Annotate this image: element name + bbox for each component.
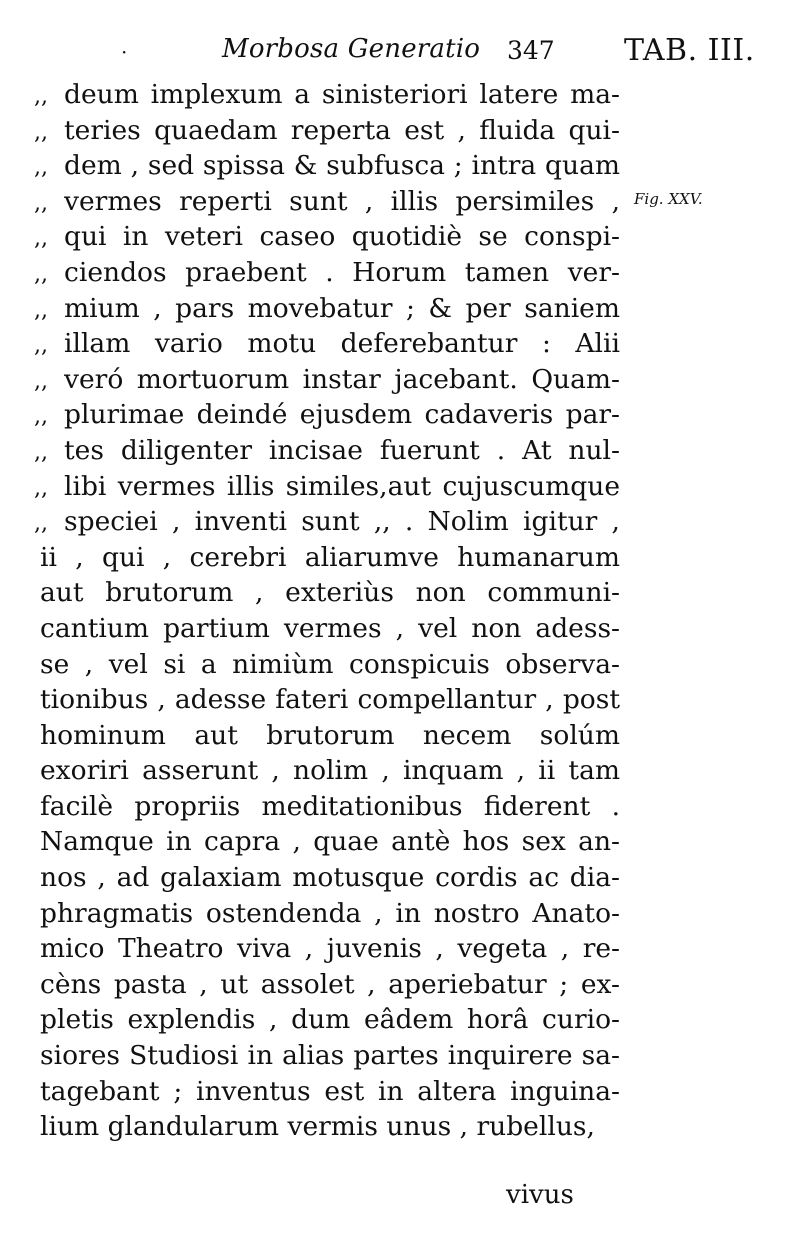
quotation-marker: ,,: [34, 511, 48, 537]
quotation-marker: ,,: [34, 190, 48, 216]
line-text: pletis explendis , dum eâdem horâ curio-: [40, 1004, 620, 1036]
text-line: [34, 1002, 620, 1038]
margin-note-figure: Fig. XXV.: [634, 190, 703, 208]
text-line: [34, 255, 620, 291]
line-text: illam vario motu deferebantur : Alii: [64, 328, 620, 360]
text-line: [34, 433, 620, 469]
quotation-marker: ,,: [34, 297, 48, 323]
quotation-marker: ,,: [34, 333, 48, 359]
line-text: nos , ad galaxiam motusque cordis ac dia-: [40, 862, 620, 894]
text-line: [34, 860, 620, 896]
text-line: [34, 682, 620, 718]
page-number: 347: [507, 36, 555, 65]
text-line: [34, 1074, 620, 1110]
line-text: tagebant ; inventus est in altera inguina-: [40, 1075, 620, 1107]
quotation-marker: ,,: [34, 368, 48, 394]
line-text: speciei , inventi sunt ,, . Nolim igitur ,: [64, 506, 620, 538]
quotation-marker: ,,: [34, 475, 48, 501]
text-line: [34, 184, 620, 220]
text-line: [34, 504, 620, 540]
line-text: deum implexum a sinisteriori latere ma-: [64, 79, 620, 110]
text-line: [34, 753, 620, 789]
page-header: [0, 30, 800, 78]
text-line: [34, 77, 620, 113]
line-text: dem , sed spissa & subfusca ; intra quam: [64, 150, 620, 182]
line-text: libi vermes illis similes,aut cujuscumque: [64, 470, 620, 502]
text-line: [34, 575, 620, 611]
text-line: [34, 931, 620, 967]
running-head: Morbosa Generatio: [222, 34, 481, 64]
quotation-marker: ,,: [34, 84, 48, 109]
text-line: [34, 148, 620, 184]
text-line: [34, 789, 620, 825]
text-line: [34, 219, 620, 255]
line-text: plurimae deindé ejusdem cadaveris par-: [64, 399, 620, 431]
line-text: phragmatis ostendenda , in nostro Anato-: [40, 897, 620, 929]
catchword: vivus: [506, 1180, 574, 1210]
line-text: tionibus , adesse fateri compellantur , post: [40, 684, 620, 716]
line-text: qui in veteri caseo quotidiè se conspi-: [64, 221, 620, 253]
line-text: lium glandularum vermis unus , rubellus,: [40, 1111, 595, 1143]
text-line: [34, 113, 620, 149]
quotation-marker: ,,: [34, 226, 48, 252]
line-text: facilè propriis meditationibus fiderent .: [40, 790, 620, 822]
quotation-marker: ,,: [34, 404, 48, 430]
body-text: [34, 77, 620, 1145]
line-text: mico Theatro viva , juvenis , vegeta , re-: [40, 933, 620, 965]
line-text: cantium partium vermes , vel non adess-: [40, 612, 620, 644]
text-line: [34, 896, 620, 932]
line-text: siores Studiosi in alias partes inquirere sa-: [40, 1040, 620, 1072]
line-text: tes diligenter incisae fuerunt . At nul-: [64, 434, 620, 466]
line-text: ii , qui , cerebri aliarumve humanarum: [40, 541, 620, 573]
text-line: [34, 967, 620, 1003]
quotation-marker: ,,: [34, 119, 48, 145]
plate-reference: TAB. III.: [624, 33, 755, 68]
text-line: [34, 1109, 620, 1145]
line-text: veró mortuorum instar jacebant. Quam-: [64, 363, 620, 395]
line-text: se , vel si a nimiùm conspicuis observa-: [40, 648, 620, 680]
line-text: ciendos praebent . Horum tamen ver-: [64, 256, 620, 288]
quotation-marker: ,,: [34, 439, 48, 465]
line-text: vermes reperti sunt , illis persimiles ,: [64, 185, 620, 217]
text-line: [34, 647, 620, 683]
text-line: [34, 326, 620, 362]
text-line: [34, 397, 620, 433]
text-line: [34, 824, 620, 860]
line-text: teries quaedam reperta est , fluida qui-: [64, 114, 620, 146]
line-text: Namque in capra , quae antè hos sex an-: [40, 826, 620, 858]
quotation-marker: ,,: [34, 155, 48, 181]
line-text: hominum aut brutorum necem solúm: [40, 719, 620, 751]
line-text: cèns pasta , ut assolet , aperiebatur ; ex-: [40, 968, 620, 1000]
quotation-marker: ,,: [34, 261, 48, 287]
line-text: mium , pars movebatur ; & per saniem: [64, 292, 620, 324]
header-dot: ·: [121, 40, 128, 64]
text-line: [34, 362, 620, 398]
line-text: exoriri asserunt , nolim , inquam , ii tam: [40, 755, 620, 787]
text-line: [34, 291, 620, 327]
text-line: [34, 1038, 620, 1074]
text-line: [34, 540, 620, 576]
text-line: [34, 718, 620, 754]
text-line: [34, 611, 620, 647]
line-text: aut brutorum , exteriùs non communi-: [40, 577, 620, 609]
text-line: [34, 469, 620, 505]
